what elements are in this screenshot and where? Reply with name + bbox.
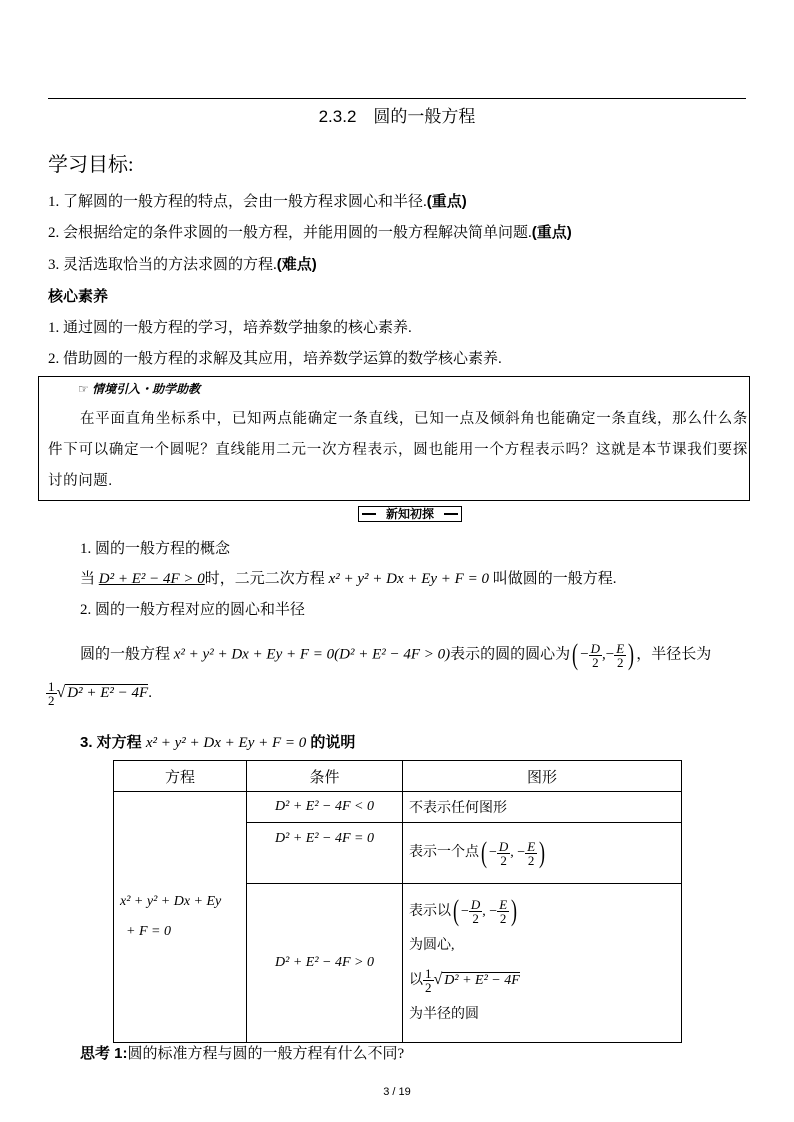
sec2-radius: $\frac{1}{2}$ √ D² + E² − 4F. xyxy=(48,679,152,708)
center-x-frac: $\frac{D}{2}$ xyxy=(590,640,601,670)
section-banner: 新知初探 xyxy=(358,506,462,522)
sec1-text: 当 D² + E² − 4F > 0时，二元二次方程 x² + y² + Dx + Ey + F = 0 叫做圆的一般方程. xyxy=(80,571,617,587)
shape-cell: 表示以( − $\frac{D}{2}$ , − $\frac{E}{2}$ ) 为圆心, 以 $\frac{1}{2}$ √ D² + E² − 4F 为半径的圆 xyxy=(403,884,682,1043)
equation-table xyxy=(113,760,682,1043)
sec2-text: 圆的一般方程 x² + y² + Dx + Ey + F = 0(D² + E² − 4F > 0)表示的圆的圆心为( − $\frac{D}{2}$ ,− $\frac{E}{2}$ ) ，半径长为 xyxy=(80,638,712,671)
page-title: 2.3.2 圆的一般方程 xyxy=(318,107,476,126)
equation-cell: x² + y² + Dx + Ey + F = 0 xyxy=(114,792,247,1043)
think-question: 思考 1:圆的标准方程与圆的一般方程有什么不同? xyxy=(80,1045,405,1062)
table-header: 图形 xyxy=(403,761,682,792)
shape-cell: 表示一个点( − $\frac{D}{2}$ , − $\frac{E}{2}$ ) xyxy=(403,823,682,884)
goal-item-1: 1. 了解圆的一般方程的特点，会由一般方程求圆心和半径.(重点) xyxy=(48,193,467,210)
intro-text: 在平面直角坐标系中，已知两点能确定一条直线，已知一点及倾斜角也能确定一条直线，那么什么条件下可以确定一个圆呢？直线能用二元一次方程表示，圆也能用一个方程表示吗？这就是本节课我们要探讨的问题. xyxy=(48,411,748,489)
top-rule xyxy=(48,98,746,99)
sec1-heading: 1. 圆的一般方程的概念 xyxy=(80,541,231,557)
core-item-2: 2. 借助圆的一般方程的求解及其应用，培养数学运算的数学核心素养. xyxy=(48,351,502,367)
table-header: 条件 xyxy=(247,761,403,792)
pointing-hand-icon: ☞ xyxy=(78,382,89,396)
shape-cell: 不表示任何图形 xyxy=(403,792,682,823)
center-y-frac: $\frac{E}{2}$ xyxy=(616,640,625,670)
goal-item-3: 3. 灵活选取恰当的方法求圆的方程.(难点) xyxy=(48,256,317,273)
goal-item-2: 2. 会根据给定的条件求圆的一般方程，并能用圆的一般方程解决简单问题.(重点) xyxy=(48,224,572,241)
core-item-1: 1. 通过圆的一般方程的学习，培养数学抽象的核心素养. xyxy=(48,320,412,336)
table-header-row xyxy=(114,761,682,792)
table-row xyxy=(114,792,682,823)
page-number: 3 / 19 xyxy=(383,1086,411,1098)
condition-cell: D² + E² − 4F = 0 xyxy=(247,823,403,884)
goals-heading: 学习目标: xyxy=(48,154,134,176)
sec2-heading: 2. 圆的一般方程对应的圆心和半径 xyxy=(80,602,306,618)
core-heading: 核心素养 xyxy=(48,288,109,305)
intro-tag: ☞ 情境引入・助学助教 xyxy=(78,382,201,396)
condition-cell: D² + E² − 4F < 0 xyxy=(247,792,403,823)
table-header: 方程 xyxy=(114,761,247,792)
condition-cell: D² + E² − 4F > 0 xyxy=(247,884,403,1043)
sec3-heading: 3. 对方程 x² + y² + Dx + Ey + F = 0 的说明 xyxy=(80,734,356,751)
